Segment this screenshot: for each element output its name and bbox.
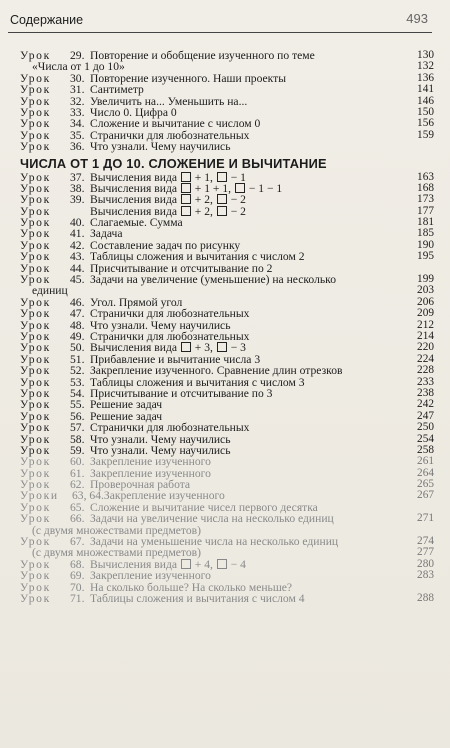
lesson-label: Урок — [20, 580, 51, 594]
lesson-label: Урок — [20, 140, 51, 154]
lesson-label: Урок — [20, 250, 51, 264]
lesson-title: Закрепление изученного. Сравнение длин отрезков — [90, 364, 343, 378]
page-ref: 277 — [417, 546, 434, 559]
lesson-label: Урок — [20, 170, 51, 184]
lesson-label: Урок — [20, 227, 51, 241]
lesson-number: 70. — [70, 580, 85, 594]
toc-entry — [20, 194, 434, 205]
page-ref: 274 — [417, 535, 434, 548]
lesson-number: 65. — [70, 500, 85, 514]
page-ref: 214 — [417, 329, 434, 342]
lesson-number: 60. — [70, 455, 85, 469]
lesson-title: Закрепление изученного — [90, 455, 211, 469]
lesson-title: Вычисления вида + 2, − 2 — [90, 204, 246, 218]
lesson-label: Урок — [20, 500, 51, 514]
page-title: Содержание — [10, 13, 84, 27]
page-ref: 185 — [417, 227, 434, 240]
page-ref: 163 — [417, 170, 434, 183]
lesson-title: Задачи на увеличение числа на несколько единиц — [90, 512, 334, 526]
lesson-number: 33. — [70, 105, 85, 119]
lesson-label: Урок — [20, 341, 51, 355]
lesson-title: «Числа от 1 до 10» — [32, 60, 125, 74]
box-placeholder-icon — [217, 559, 227, 569]
lesson-label: Урок — [20, 364, 51, 378]
lesson-label: Урок — [20, 83, 51, 97]
page-ref: 206 — [417, 295, 434, 308]
lesson-label: Урок — [20, 216, 51, 230]
lesson-label: Урок — [20, 398, 51, 412]
lesson-title: Вычисления вида + 1, − 1 — [90, 170, 246, 184]
box-placeholder-icon — [181, 206, 191, 216]
lesson-title: Присчитывание и отсчитывание по 2 — [90, 261, 273, 275]
page-ref: 190 — [417, 238, 434, 251]
lesson-title: Слагаемые. Сумма — [90, 216, 183, 230]
lesson-number: 53. — [70, 375, 85, 389]
page-ref: 156 — [417, 117, 434, 130]
lesson-title: Сантиметр — [90, 83, 144, 97]
lesson-number: 47. — [70, 307, 85, 321]
lesson-number: 46. — [70, 295, 85, 309]
lesson-number: 34. — [70, 117, 85, 131]
lesson-label: Урок — [20, 318, 51, 332]
page-ref: 258 — [417, 443, 434, 456]
lesson-number: 43. — [70, 250, 85, 264]
toc-list-main — [20, 172, 434, 605]
page-ref: 250 — [417, 421, 434, 434]
page-ref: 199 — [417, 273, 434, 286]
box-placeholder-icon — [217, 342, 227, 352]
lesson-label: Урок — [20, 261, 51, 275]
lesson-number: 35. — [70, 128, 85, 142]
toc-entry — [20, 399, 434, 410]
lesson-title: Решение задач — [90, 409, 163, 423]
page-ref: 181 — [417, 216, 434, 229]
lesson-label: Урок — [20, 193, 51, 207]
lesson-label: Урок — [20, 386, 51, 400]
lesson-title: Проверочная работа — [90, 478, 191, 492]
lesson-title: Число 0. Цифра 0 — [90, 105, 177, 119]
lesson-number: 48. — [70, 318, 85, 332]
lesson-label: Уроки — [20, 489, 59, 503]
lesson-number: 69. — [70, 569, 85, 583]
lesson-number: 55. — [70, 398, 85, 412]
lesson-title: Присчитывание и отсчитывание по 3 — [90, 386, 273, 400]
lesson-title: Закрепление изученного — [90, 569, 211, 583]
lesson-label: Урок — [20, 329, 51, 343]
box-placeholder-icon — [217, 206, 227, 216]
lesson-number: 68. — [70, 557, 85, 571]
lesson-title: Задача — [90, 227, 123, 241]
lesson-label: Урок — [20, 181, 51, 195]
lesson-label: Урок — [20, 512, 51, 526]
lesson-label: Урок — [20, 591, 51, 605]
page-ref: 195 — [417, 250, 434, 263]
lesson-title: Прибавление и вычитание числа 3 — [90, 352, 261, 366]
toc-entry — [20, 456, 434, 467]
box-placeholder-icon — [235, 183, 245, 193]
page-ref: 132 — [417, 60, 434, 73]
toc-entry — [20, 141, 434, 152]
section-title: ЧИСЛА ОТ 1 ДО 10. СЛОЖЕНИЕ И ВЫЧИТАНИЕ — [20, 155, 327, 171]
lesson-number: 31. — [70, 83, 85, 97]
lesson-label: Урок — [20, 421, 51, 435]
lesson-label: Урок — [20, 478, 51, 492]
page-ref: 177 — [417, 204, 434, 217]
lesson-title: Сложение и вычитание с числом 0 — [90, 117, 261, 131]
page-ref: 150 — [417, 105, 434, 118]
lesson-label: Урок — [20, 455, 51, 469]
lesson-number: 71. — [70, 591, 85, 605]
lesson-title: Повторение изученного. Наши проекты — [90, 71, 287, 85]
lesson-number: 59. — [70, 443, 85, 457]
lesson-title: единиц — [32, 284, 68, 298]
lesson-label: Урок — [20, 443, 51, 457]
lesson-label: Урок — [20, 466, 51, 480]
page-ref: 247 — [417, 409, 434, 422]
page-ref: 233 — [417, 375, 434, 388]
lesson-title: Вычисления вида + 3, − 3 — [90, 341, 246, 355]
page-ref: 203 — [417, 284, 434, 297]
lesson-label: Урок — [20, 409, 51, 423]
lesson-label: Урок — [20, 295, 51, 309]
lesson-number: 32. — [70, 94, 85, 108]
lesson-label: Урок — [20, 128, 51, 142]
lesson-label: Урок — [20, 204, 51, 218]
toc-entry — [20, 513, 434, 524]
lesson-title: Увеличить на... Уменьшить на... — [90, 94, 248, 108]
lesson-number: 29. — [70, 49, 85, 62]
toc-entry — [20, 274, 434, 285]
lesson-label: Урок — [20, 557, 51, 571]
page-ref: 254 — [417, 432, 434, 445]
page-ref: 228 — [417, 364, 434, 377]
lesson-title: Угол. Прямой угол — [90, 295, 183, 309]
lesson-number: 39. — [70, 193, 85, 207]
lesson-title: Повторение и обобщение изученного по теме — [90, 49, 315, 62]
lesson-title: Странички для любознательных — [90, 329, 250, 343]
lesson-title: Вычисления вида + 2, − 2 — [90, 193, 246, 207]
lesson-title: Странички для любознательных — [90, 128, 250, 142]
lesson-label: Урок — [20, 273, 51, 287]
page-ref: 264 — [417, 466, 434, 479]
lesson-label: Урок — [20, 238, 51, 252]
page-number: 493 — [406, 11, 428, 26]
page-ref: 265 — [417, 478, 434, 491]
lesson-number: 38. — [70, 181, 85, 195]
lesson-title: Что узнали. Чему научились — [90, 318, 231, 332]
lesson-label: Урок — [20, 71, 51, 85]
lesson-number: 30. — [70, 71, 85, 85]
page-ref: 261 — [417, 455, 434, 468]
toc-entry — [20, 593, 434, 604]
page-ref: 271 — [417, 512, 434, 525]
page-ref: 173 — [417, 193, 434, 206]
lesson-number: 56. — [70, 409, 85, 423]
lesson-title: Закрепление изученного — [103, 489, 225, 503]
page-ref: 141 — [417, 83, 434, 96]
lesson-label: Урок — [20, 105, 51, 119]
box-placeholder-icon — [217, 172, 227, 182]
lesson-title: Вычисления вида + 1 + 1, − 1 − 1 — [90, 181, 283, 195]
page-ref: 209 — [417, 307, 434, 320]
page-ref: 146 — [417, 94, 434, 107]
lesson-number: 57. — [70, 421, 85, 435]
lesson-number: 62. — [70, 478, 85, 492]
page-ref: 267 — [417, 489, 434, 502]
lesson-number: 42. — [70, 238, 85, 252]
lesson-number: 63, 64. — [72, 489, 104, 503]
lesson-title: Таблицы сложения и вычитания с числом 4 — [90, 591, 305, 605]
lesson-label: Урок — [20, 117, 51, 131]
lesson-title: Таблицы сложения и вычитания с числом 2 — [90, 250, 305, 264]
page-ref: 280 — [417, 557, 434, 570]
box-placeholder-icon — [181, 342, 191, 352]
lesson-number: 51. — [70, 352, 85, 366]
lesson-number: 50. — [70, 341, 85, 355]
lesson-title: На сколько больше? На сколько меньше? — [90, 580, 293, 594]
lesson-title: (с двумя множествами предметов) — [32, 523, 201, 537]
lesson-label: Урок — [20, 535, 51, 549]
page-header — [8, 10, 432, 33]
page-ref: 288 — [417, 591, 434, 604]
box-placeholder-icon — [181, 183, 191, 193]
lesson-number: 41. — [70, 227, 85, 241]
lesson-label: Урок — [20, 94, 51, 108]
page-ref: 130 — [417, 49, 434, 61]
page-ref: 242 — [417, 398, 434, 411]
page-ref: 238 — [417, 386, 434, 399]
lesson-number: 36. — [70, 140, 85, 154]
lesson-title: Что узнали. Чему научились — [90, 443, 231, 457]
lesson-title: Вычисления вида + 4, − 4 — [90, 557, 246, 571]
lesson-title: Странички для любознательных — [90, 307, 250, 321]
lesson-title: Сложение и вычитание чисел первого десятка — [90, 500, 318, 514]
lesson-label: Урок — [20, 49, 51, 62]
lesson-number: 40. — [70, 216, 85, 230]
box-placeholder-icon — [181, 172, 191, 182]
page-ref: 168 — [417, 181, 434, 194]
page-ref: 220 — [417, 341, 434, 354]
lesson-label: Урок — [20, 307, 51, 321]
page-ref: 212 — [417, 318, 434, 331]
table-of-contents — [20, 50, 434, 604]
box-placeholder-icon — [181, 559, 191, 569]
lesson-title: Решение задач — [90, 398, 163, 412]
lesson-title: Задачи на увеличение (уменьшение) на несколько — [90, 273, 336, 287]
lesson-number: 44. — [70, 261, 85, 275]
lesson-number: 54. — [70, 386, 85, 400]
toc-list-top — [20, 50, 434, 153]
lesson-number: 67. — [70, 535, 85, 549]
lesson-number: 37. — [70, 170, 85, 184]
lesson-number: 45. — [70, 273, 85, 287]
lesson-label: Урок — [20, 375, 51, 389]
lesson-title: (с двумя множествами предметов) — [32, 546, 201, 560]
lesson-title: Закрепление изученного — [90, 466, 211, 480]
lesson-label: Урок — [20, 432, 51, 446]
lesson-label: Урок — [20, 569, 51, 583]
box-placeholder-icon — [217, 194, 227, 204]
lesson-title: Задачи на уменьшение числа на несколько единиц — [90, 535, 339, 549]
page-ref: 159 — [417, 128, 434, 141]
lesson-number: 49. — [70, 329, 85, 343]
lesson-title: Что узнали. Чему научились — [90, 432, 231, 446]
lesson-title: Что узнали. Чему научились — [90, 140, 231, 154]
lesson-title: Составление задач по рисунку — [90, 238, 241, 252]
lesson-number: 61. — [70, 466, 85, 480]
page-ref: 224 — [417, 352, 434, 365]
lesson-title: Странички для любознательных — [90, 421, 250, 435]
lesson-title: Таблицы сложения и вычитания с числом 3 — [90, 375, 305, 389]
lesson-number: 52. — [70, 364, 85, 378]
lesson-number: 58. — [70, 432, 85, 446]
lesson-number: 66. — [70, 512, 85, 526]
page-ref: 283 — [417, 569, 434, 582]
page-ref: 136 — [417, 71, 434, 84]
box-placeholder-icon — [181, 194, 191, 204]
lesson-label: Урок — [20, 352, 51, 366]
